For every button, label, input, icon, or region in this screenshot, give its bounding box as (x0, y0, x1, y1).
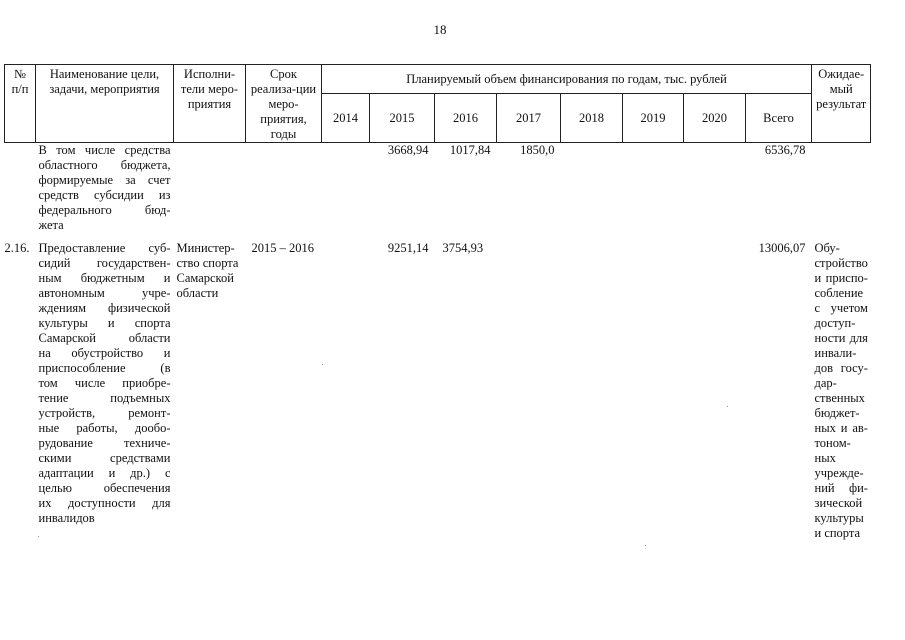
row1-2014 (322, 143, 370, 234)
header-num (5, 65, 36, 143)
row2-executor-line: ство спорта (176, 256, 239, 270)
row2-name-line: культуры и спорта (38, 316, 171, 330)
header-year-2016: 2016 (435, 94, 497, 143)
header-total: Всего (746, 94, 812, 143)
row2-2014 (322, 233, 370, 541)
row2-name-line: ждениям физической (38, 301, 171, 315)
row1-name-line: В том числе средства (38, 143, 171, 157)
header-year-2017: 2017 (497, 94, 561, 143)
row2-executor-line: области (176, 286, 219, 300)
row1-2016: 1017,84 (449, 143, 491, 157)
row2-name-line: Самарской области (38, 331, 171, 345)
row2-result-line: зической (814, 496, 863, 510)
row2-name-line: ные работы, дообо- (38, 421, 171, 435)
row2-2016: 3754,93 (442, 241, 484, 255)
row2-name-line: приспособление (в (38, 361, 171, 375)
row2-name-line: устройств, ремонт- (38, 406, 171, 420)
row2-name-line: сидий государствен- (38, 256, 171, 270)
header-period-text: Срок реализа-ции меро-приятия, годы (250, 67, 317, 141)
header-year-2015: 2015 (370, 94, 435, 143)
row1-2020 (684, 143, 746, 234)
row2-result-line: и приспо- (814, 271, 868, 285)
row1-name-line: жета (38, 218, 64, 232)
row1-period (246, 143, 322, 234)
row2-name-line: Предоставление суб- (38, 241, 171, 255)
header-funding-group (322, 65, 812, 94)
row2-name-line: адаптации и др.) с (38, 466, 171, 480)
row1-name-line: формируемые за счет (38, 173, 171, 187)
scan-speck (645, 545, 646, 546)
row1-2017: 1850,0 (520, 143, 555, 157)
header-result (812, 65, 871, 143)
row1-result (812, 143, 871, 234)
row1-name-line: областного бюджета, (38, 158, 171, 172)
row2-result-line: ности для (814, 331, 868, 345)
header-executors-text: Исполни-тели меро-приятия (180, 67, 239, 111)
header-result-text: Ожидае-мый результат (816, 67, 867, 111)
row1-name (36, 143, 174, 234)
row1-executors (174, 143, 246, 234)
header-name (36, 65, 174, 143)
row2-name (36, 233, 174, 541)
row2-result-line: бюджет- (814, 406, 860, 420)
row1-2015: 3668,94 (387, 143, 429, 157)
page-number: 18 (433, 22, 447, 37)
row2-name-line: ным бюджетным и (38, 271, 171, 285)
table-row (5, 233, 871, 541)
row1-total: 6536,78 (764, 143, 806, 157)
row1-2018 (561, 143, 623, 234)
row2-result-line: ных и ав- (814, 421, 868, 435)
header-year-2020: 2020 (684, 94, 746, 143)
row2-name-line: их доступности для (38, 496, 171, 510)
row2-name-line: том числе приобре- (38, 376, 171, 390)
funding-table (4, 64, 871, 541)
header-executors (174, 65, 246, 143)
row1-2019 (623, 143, 684, 234)
row2-result (812, 233, 871, 541)
header-year-2018: 2018 (561, 94, 623, 143)
row2-total: 13006,07 (758, 241, 806, 255)
scan-speck (322, 364, 323, 365)
row2-result-line: Обу- (814, 241, 840, 255)
row2-2015: 9251,14 (387, 241, 429, 255)
table-header (5, 65, 871, 143)
row2-result-line: и спорта (814, 526, 861, 540)
row2-name-line: автономным учре- (38, 286, 171, 300)
row2-name-line: скими средствами (38, 451, 171, 465)
row2-name-line: тение подъемных (38, 391, 171, 405)
row2-result-line: инвали- (814, 346, 857, 360)
scan-speck (727, 406, 728, 407)
row2-name-line: целью обеспечения (38, 481, 171, 495)
row2-executor-line: Самарской (176, 271, 234, 285)
row2-executors (174, 233, 246, 541)
header-year-2014: 2014 (322, 94, 370, 143)
row2-2020 (684, 233, 746, 541)
row1-num (5, 143, 36, 234)
row2-2017 (497, 233, 561, 541)
table-row (5, 143, 871, 234)
row2-result-line: с учетом (814, 301, 868, 315)
header-year-2019: 2019 (623, 94, 684, 143)
row1-name-line: средств субсидии из (38, 188, 171, 202)
row2-result-line: учрежде- (814, 466, 864, 480)
header-num-text: № п/п (11, 67, 29, 96)
row2-name-line: на обустройство и (38, 346, 171, 360)
scan-speck (38, 536, 39, 537)
row2-result-line: собление (814, 286, 864, 300)
row1-name-line: федерального бюд- (38, 203, 171, 217)
row2-executor-line: Министер- (176, 241, 235, 255)
row2-2018 (561, 233, 623, 541)
row2-name-line: инвалидов (38, 511, 95, 525)
row2-result-line: ний фи- (814, 481, 868, 495)
header-name-text: Наименование цели, задачи, мероприятия (49, 67, 160, 96)
row2-num: 2.16. (4, 241, 30, 255)
row2-name-line: рудование техниче- (38, 436, 171, 450)
row2-result-line: ственных (814, 391, 865, 405)
row2-result-line: дов госу- (814, 361, 868, 375)
header-funding-group-text: Планируемый объем финансирования по годам, тыс. рублей (406, 71, 727, 86)
row2-2019 (623, 233, 684, 541)
row2-result-line: тоном- (814, 436, 851, 450)
row2-result-line: ных (814, 451, 836, 465)
row2-period: 2015 – 2016 (251, 241, 314, 255)
row2-result-line: дар- (814, 376, 837, 390)
header-period (246, 65, 322, 143)
row2-result-line: культуры (814, 511, 864, 525)
row2-result-line: стройство (814, 256, 868, 270)
row2-result-line: доступ- (814, 316, 856, 330)
